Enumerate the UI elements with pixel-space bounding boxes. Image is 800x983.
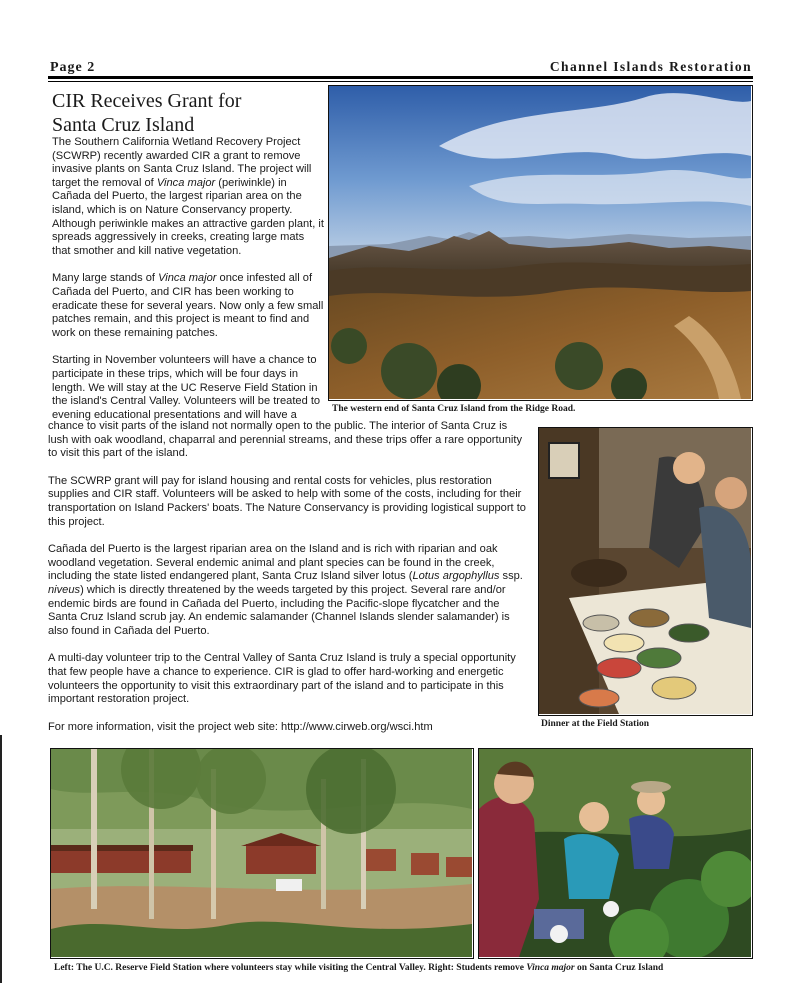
project-website-text: For more information, visit the project web site: http://www.cirweb.org/wsci.htm <box>48 720 433 733</box>
bottom-caption-tail: on Santa Cruz Island <box>574 963 664 973</box>
header-rule <box>48 76 753 79</box>
article-column-narrow <box>52 136 324 422</box>
dinner-caption: Dinner at the Field Station <box>541 719 650 729</box>
paragraph-3a <box>52 354 324 422</box>
paragraph-5 <box>48 543 528 638</box>
header-rule-thin <box>48 81 753 82</box>
headline-line-2: Santa Cruz Island <box>52 114 195 136</box>
page-number: Page 2 <box>50 60 96 75</box>
article-headline <box>52 89 322 137</box>
landscape-caption: The western end of Santa Cruz Island from the Ridge Road. <box>332 404 576 414</box>
paragraph-2 <box>52 272 324 340</box>
dinner-buffet-image <box>539 428 751 714</box>
paragraph-4-text: The SCWRP grant will pay for island housing and rental costs for vehicles, plus restoration supplies and CIR staff. Volunteers will be asked to help with some of the costs, including for their transportation on Island Packers' boats. The Nature Conservancy is providing logistical support to this project. <box>48 474 526 528</box>
paragraph-3b <box>48 420 528 461</box>
students-weeding-image <box>479 749 751 957</box>
students-photo <box>478 748 753 959</box>
paragraph-6 <box>48 652 528 706</box>
field-station-image <box>51 749 472 957</box>
paragraph-3b-text: chance to visit parts of the island not normally open to the public. The interior of Santa Cruz is lush with oak woodland, chaparral and perennial streams, and these trips offer a rare opportunity to visit this part of the island. <box>48 420 523 460</box>
landscape-photo <box>328 85 753 401</box>
publication-title: Channel Islands Restoration <box>549 59 752 74</box>
dinner-photo <box>538 427 753 716</box>
bottom-photos-caption <box>54 963 663 973</box>
paragraph-4 <box>48 475 528 529</box>
paragraph-5-text: Cañada del Puerto is the largest riparian area on the Island and is rich with riparian and oak woodland vegetation. Several endemic animal and plant species can be found in the creek, including the state listed endangered plant, Santa Cruz Island silver lotus (Lotus argophyllus ssp. niveus) which is directly threatened by the weeds targeted by this project. Several rare and/or endemic birds are found in Cañada del Puerto, including the Pacific-slope flycatcher and the Santa Cruz Island scrub jay. An endemic salamander (Channel Islands slender salamander) is also found in Cañada del Puerto. <box>48 543 523 637</box>
field-station-photo <box>50 748 474 959</box>
paragraph-2-text: Many large stands of Vinca major once infested all of Cañada del Puerto, and CIR has been working to eradicate these for several years. Now only a few small patches remain, and this project is meant to find and work on these remaining patches. <box>52 272 324 339</box>
bottom-caption-italic: Vinca major <box>526 963 575 973</box>
bottom-caption-text: Left: The U.C. Reserve Field Station where volunteers stay while visiting the Central Valley. Right: Students remove <box>54 963 527 973</box>
paragraph-1-text: The Southern California Wetland Recovery Project (SCWRP) recently awarded CIR a grant to remove invasive plants on Santa Cruz Island. The project will target the removal of Vinca major (periwinkle) in Cañada del Puerto, the largest riparian area on the island, which is on Nature Conservancy property. Although periwinkle makes an attractive garden plant, it spreads aggressively in creeks, creating large mats that smother and kill native vegetation. <box>52 136 324 257</box>
paragraph-6-text: A multi-day volunteer trip to the Central Valley of Santa Cruz Island is truly a special opportunity that few people have a chance to experience. CIR is glad to offer hard-working and energetic volunteers the opportunity to visit this extraordinary part of the island and to participate in this important restoration project. <box>48 652 516 706</box>
paragraph-1 <box>52 136 324 258</box>
paragraph-3a-text: Starting in November volunteers will have a chance to participate in these trips, which will be four days in length. We will stay at the UC Reserve Field Station in the island's Central Valley. Volunteers will be treated to evening educational presentations and will have a <box>52 354 321 421</box>
paragraph-7 <box>48 721 528 735</box>
headline-line-1: CIR Receives Grant for <box>52 90 242 112</box>
margin-line <box>0 735 2 983</box>
mountain-landscape-image <box>329 86 751 399</box>
article-column-wide <box>48 420 528 734</box>
